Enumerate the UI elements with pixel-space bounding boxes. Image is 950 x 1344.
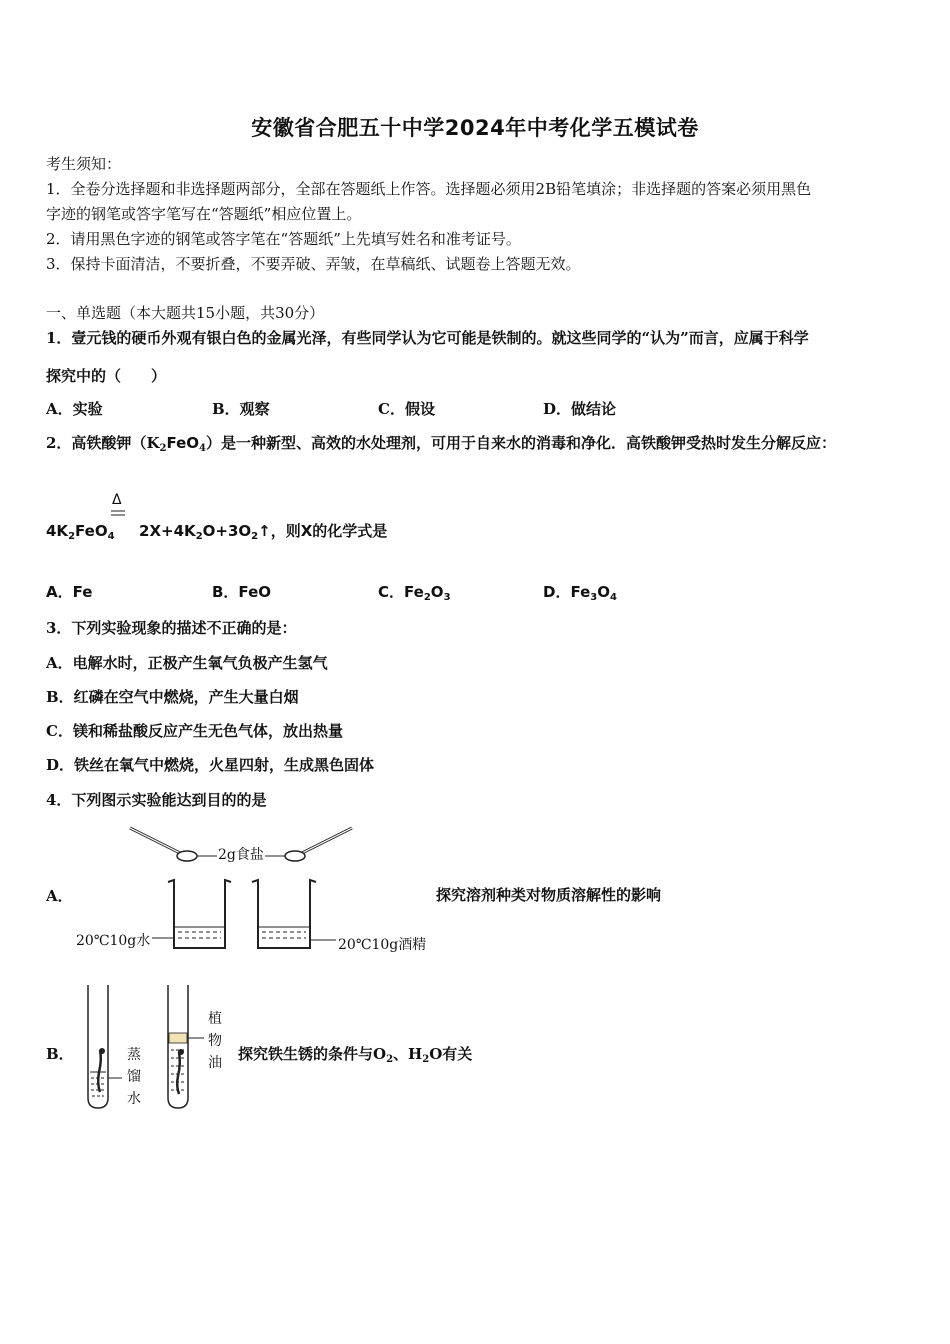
q1-option-b: B．观察 [212,400,270,418]
test-tube-left-icon [88,985,122,1108]
q1-stem-line1: 1．壹元钱的硬币外观有银白色的金属光泽，有些同学认为它可能是铁制的。就这些同学的“认为”而言，应属于科学 [46,329,809,347]
page-title: 安徽省合肥五十中学2024年中考化学五模试卷 [251,116,699,140]
notice-item-2: 2．请用黑色字迹的钢笔或答字笔在“答题纸”上先填写姓名和准考证号。 [46,230,521,248]
notice-item-1: 1．全卷分选择题和非选择题两部分，全部在答题纸上作答。选择题必须用2B铅笔填涂；非选择题的答案必须用黑色 [46,180,812,198]
q4-option-a-description: 探究溶剂种类对物质溶解性的影响 [436,886,662,904]
figure-b-oil-label: 植 物 油 [208,1011,222,1071]
equation-double-line [110,508,126,518]
figure-a-water-label: 20℃10g水 [76,933,151,949]
q3-option-b: B．红磷在空气中燃烧，产生大量白烟 [46,688,299,706]
q4-option-b-description: 探究铁生锈的条件与$O_2$、$H_2O$有关 [238,1045,473,1065]
notice-item-1-cont: 字迹的钢笔或答字笔写在“答题纸”相应位置上。 [46,205,362,223]
q2-equation: $4K_2FeO_4$ $2X+4K_2O+3O_2↑$，则X的化学式是 [46,522,388,542]
q2-option-d: D．$Fe_3O_4$ [543,583,617,603]
figure-a-alcohol-label: 20℃10g酒精 [338,937,427,953]
figure-a-salt-label: 2g食盐 [218,847,264,863]
q2-option-c: C．$Fe_2O_3$ [378,583,451,603]
q2-stem: 2．高铁酸钾$(K_2FeO_4)$是一种新型、高效的水处理剂，可用于自来水的消毒和净化．高铁酸钾受热时发生分解反应： [46,434,837,454]
q3-option-d: D．铁丝在氧气中燃烧，火星四射，生成黑色固体 [46,756,375,774]
q1-stem-line2: 探究中的（ ） [46,367,167,385]
q1-option-a: A．实验 [46,400,103,418]
notice-heading: 考生须知： [46,155,122,173]
beaker-right-icon [252,880,336,948]
notice-item-3: 3．保持卡面清洁，不要折叠，不要弄破、弄皱，在草稿纸、试题卷上答题无效。 [46,255,581,273]
q4-option-a-letter: A． [46,887,73,905]
figure-b-water-label: 蒸 馏 水 [127,1047,141,1107]
q2-option-a: A．Fe [46,583,93,601]
spoon-right-icon [285,828,352,861]
q4-option-b-letter: B． [46,1045,74,1063]
q3-option-a: A．电解水时，正极产生氧气负极产生氢气 [46,654,328,672]
q4-stem: 4．下列图示实验能达到目的的是 [46,791,267,809]
heat-delta-sign: Δ [112,492,122,508]
beaker-left-icon [168,880,231,948]
q2-option-b: B．FeO [212,583,271,601]
q1-option-d: D．做结论 [543,400,617,418]
spoon-left-icon [130,828,197,861]
test-tube-right-icon [168,985,204,1108]
q3-option-c: C．镁和稀盐酸反应产生无色气体，放出热量 [46,722,343,740]
q1-option-c: C．假设 [378,400,435,418]
q3-stem: 3．下列实验现象的描述不正确的是： [46,619,297,637]
section-heading: 一、单选题（本大题共15小题，共30分） [46,304,325,322]
